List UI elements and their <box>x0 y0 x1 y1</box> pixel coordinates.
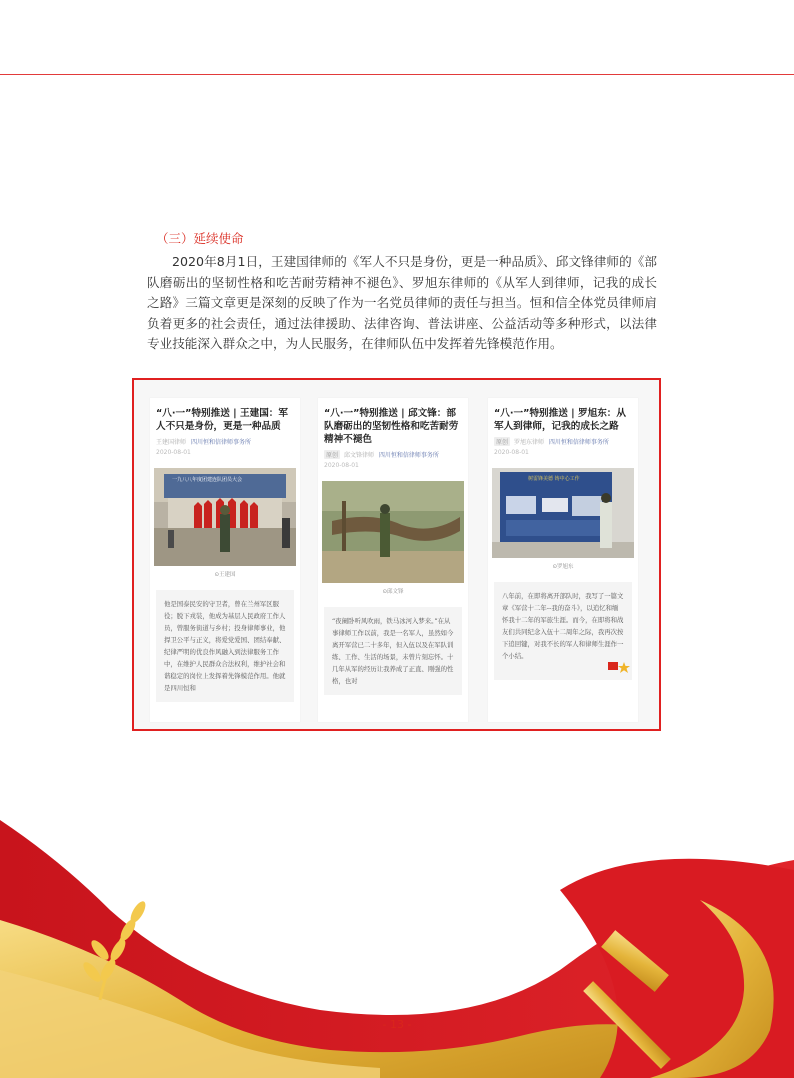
article-meta <box>494 437 632 446</box>
section-heading: （三）延续使命 <box>156 231 244 246</box>
article-author: 罗旭东律师 <box>513 439 544 446</box>
article-photo-luo <box>492 468 634 558</box>
photo-caption: ⊙邱文锋 <box>382 589 404 595</box>
article-account[interactable]: 四川恒和信律师事务所 <box>378 452 439 459</box>
article-excerpt: 八年前，在即将离开部队时，我写了一篇文章《军营十二年--我的奋斗》，以追忆和缅怀我十二年的军旅生涯。而今，在即将和战友们共同纪念入伍十二周年之际，我再次按下追回键，对我不长的军人和律师生涯作一个小结。 <box>494 582 632 680</box>
article-author: 王建国律师 <box>156 439 187 446</box>
article-title[interactable]: “八·一”特别推送 | 王建国：军人不只是身份，更是一种品质 <box>156 408 288 432</box>
original-tag: 原创 <box>496 439 509 446</box>
flag-decor-icon <box>608 660 632 674</box>
article-author: 邱文锋律师 <box>343 452 374 459</box>
article-title[interactable]: “八·一”特别推送 | 邱文锋：部队磨砺出的坚韧性格和吃苦耐劳精神不褪色 <box>324 408 459 445</box>
photo-banner-text: 一九八八年度团建连队团员大会 <box>172 477 243 483</box>
article-photo-wang <box>154 468 296 566</box>
article-date: 2020-08-01 <box>494 449 529 456</box>
article-card-luo[interactable] <box>488 398 638 722</box>
footer-decoration <box>0 800 794 1078</box>
body-paragraph: 2020年8月1日，王建国律师的《军人不只是身份，更是一种品质》、邱文锋律师的《部队磨砺出的坚韧性格和吃苦耐劳精神不褪色》、罗旭东律师的《从军人到律师，记我的成长之路》三篇文章更是深刻的反映了作为一名党员律师的责任与担当。恒和信全体党员律师肩负着更多的社会责任，通过法律援助、法律咨询、普法讲座、公益活动等多种形式，以法律专业技能深入群众之中，为人民服务，在律师队伍中发挥着先锋模范作用。 <box>147 254 657 351</box>
photo-caption: ⊙罗旭东 <box>552 564 574 570</box>
photo-caption: ⊙王建国 <box>214 572 236 578</box>
article-excerpt: “夜阑卧听风吹雨，铁马冰河入梦来。”在从事律师工作以前，我是一名军人，虽然如今离开军营已二十多年，但入伍以及在军队训练、工作、生活的场景，未曾片刻忘怀。十几年从军的经历让我养成了正直、刚强的性格，也对 <box>324 607 462 695</box>
article-meta <box>156 437 294 446</box>
board-text: 树雷锋美德 铸中心工作 <box>528 476 580 482</box>
article-card-qiu[interactable] <box>318 398 468 722</box>
article-title[interactable]: “八·一”特别推送 | 罗旭东：从军人到律师，记我的成长之路 <box>494 408 626 432</box>
article-account[interactable]: 四川恒和信律师事务所 <box>190 439 251 446</box>
original-tag: 原创 <box>326 452 339 459</box>
article-excerpt: 他是国泰民安的守卫者，曾在兰州军区服役；脱下戎装，他成为基层人民政府工作人员，曾服务街道与乡村；投身律师事业，他捍卫公平与正义，将爱党爱国、团结奉献、纪律严明的优良作风融入到法律服务工作中，在维护人民群众合法权利，维护社会和谐稳定的岗位上发挥着先锋模范作用。他就是四川恒和 <box>156 590 294 702</box>
article-date: 2020-08-01 <box>156 449 191 456</box>
article-account[interactable]: 四川恒和信律师事务所 <box>548 439 609 446</box>
article-photo-qiu <box>322 481 464 583</box>
top-rule <box>0 74 794 75</box>
article-card-wang[interactable] <box>150 398 300 722</box>
article-screenshot-frame <box>132 378 661 731</box>
article-meta <box>324 450 462 459</box>
page-number: - 13 - <box>382 1018 412 1031</box>
article-date: 2020-08-01 <box>324 462 359 469</box>
